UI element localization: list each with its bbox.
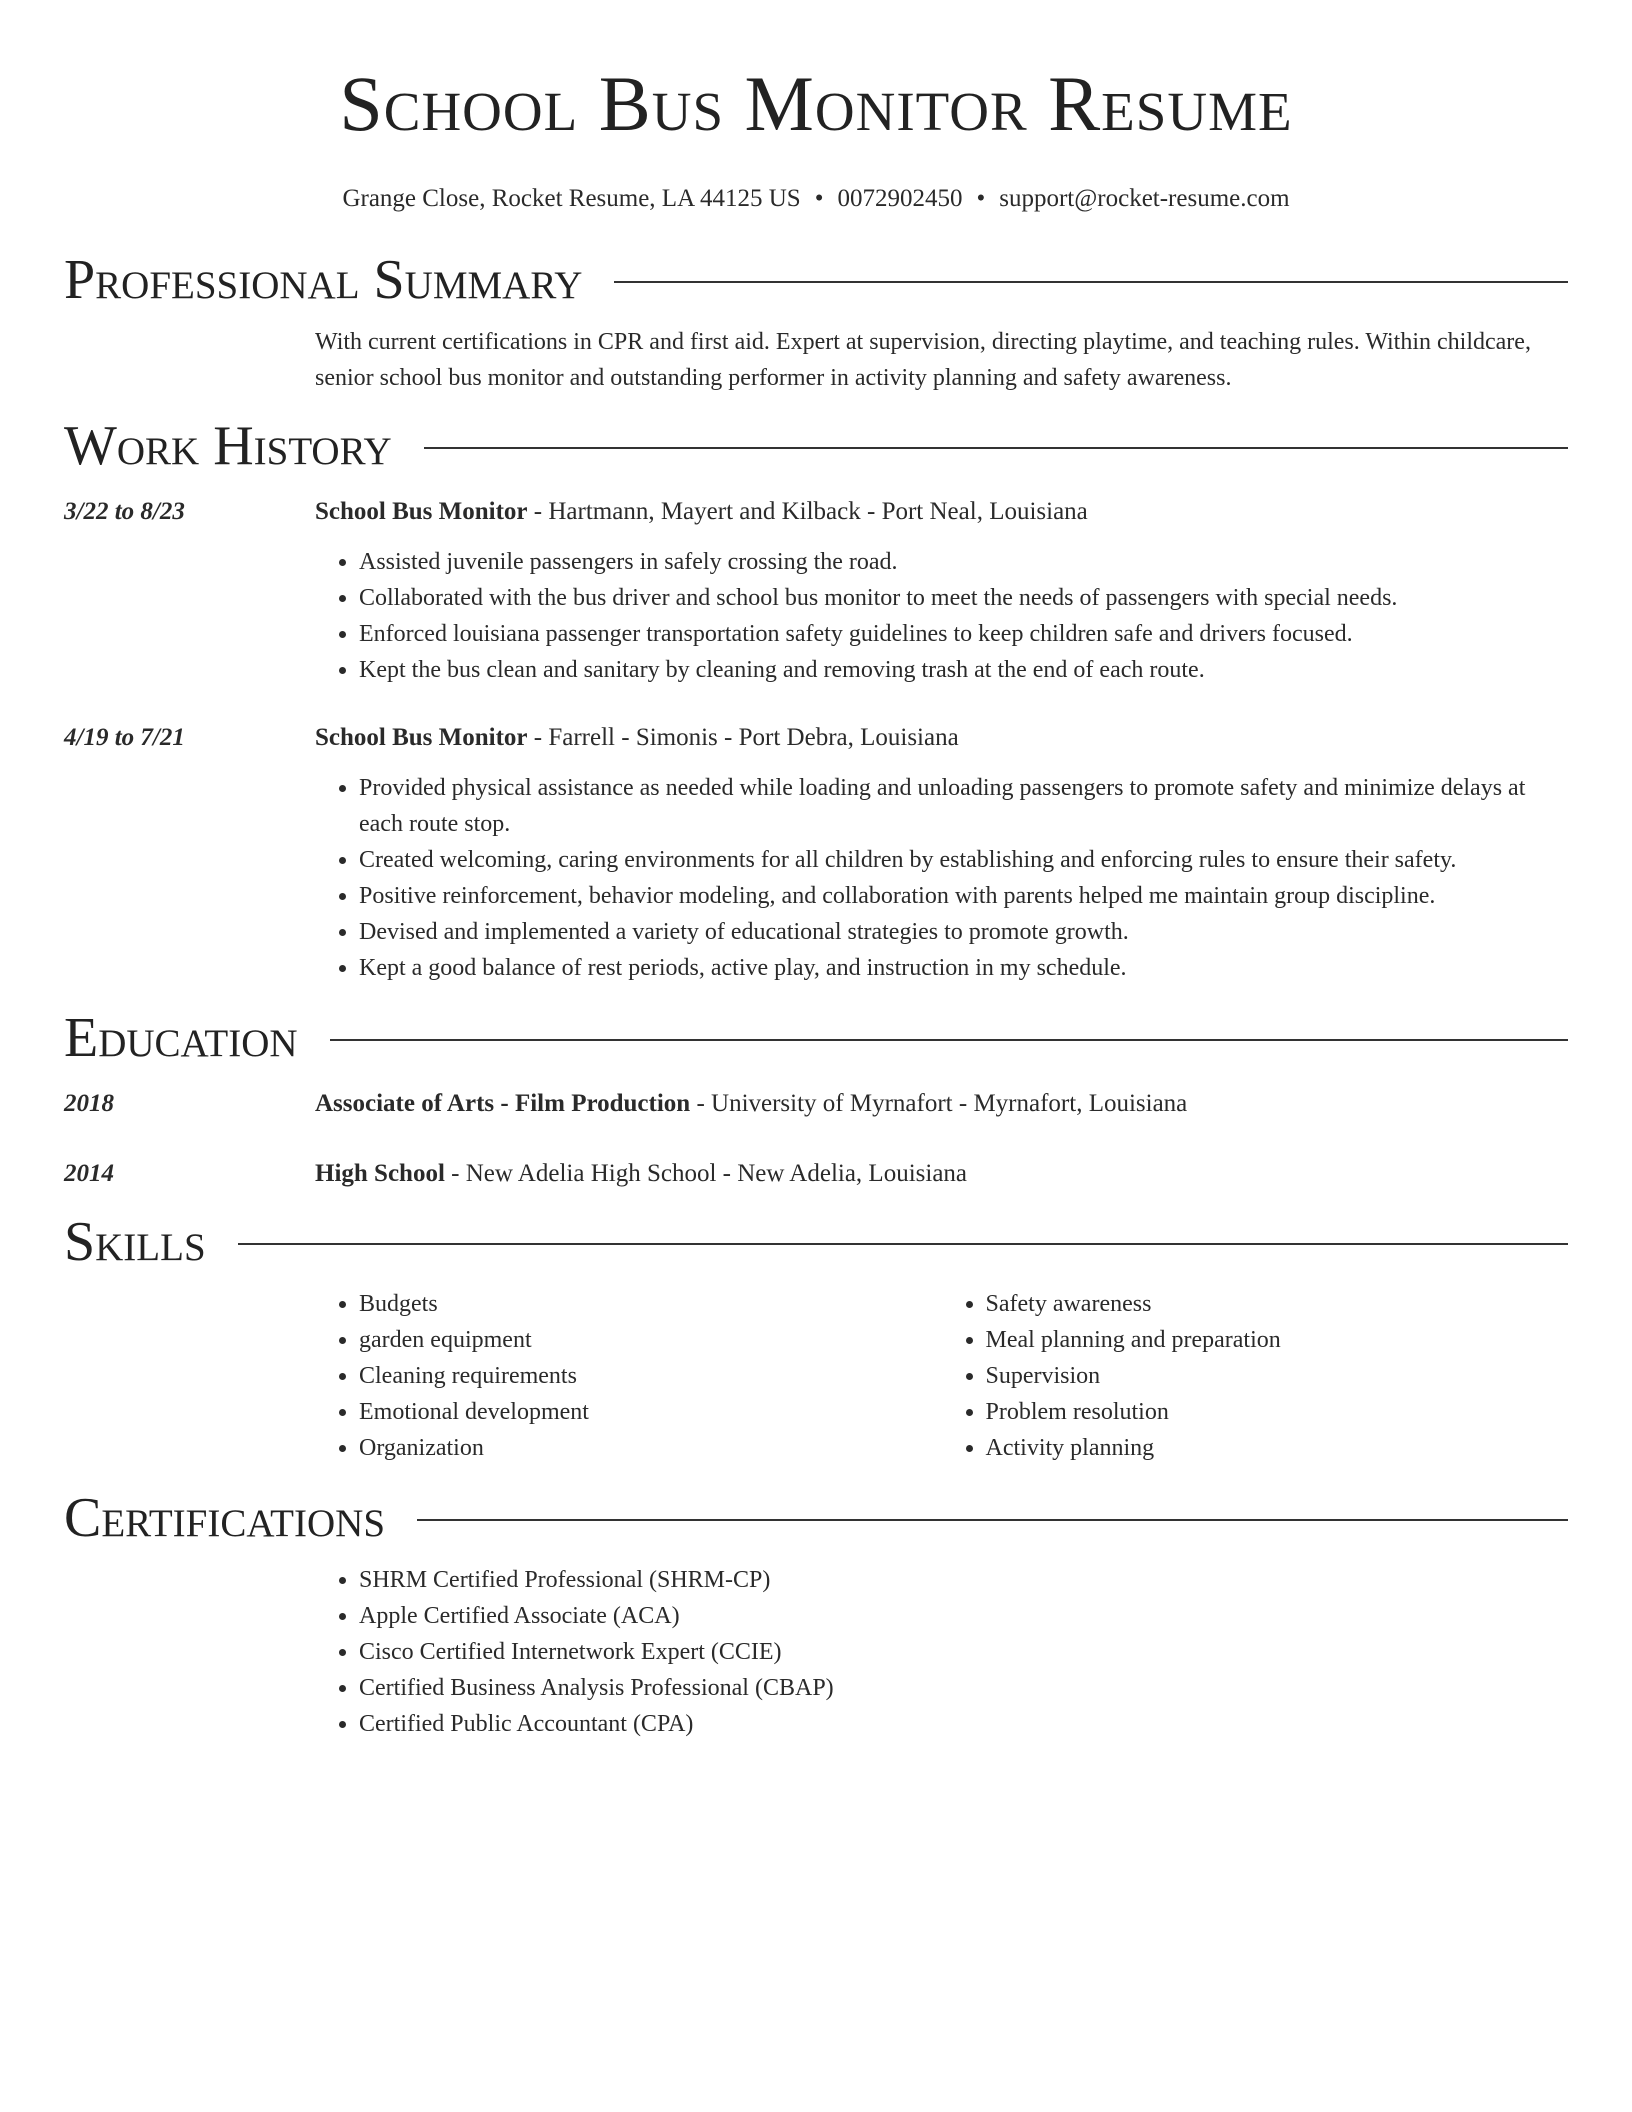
job-header [315,720,1568,756]
job-dates: 3/22 to 8/23 [64,498,185,525]
job-bullets [315,544,1568,688]
section-divider [424,447,1568,449]
job-bullets [315,770,1568,986]
job-header [315,494,1568,530]
job-dates: 4/19 to 7/21 [64,724,185,751]
contact-phone: 0072902450 [837,185,963,212]
skill-item: • Meal planning and preparation [986,1322,1569,1358]
skill-item: • Safety awareness [986,1286,1569,1322]
certification-item: • Cisco Certified Internetwork Expert (CCIE) [359,1634,1568,1670]
job-entry [64,494,1568,688]
skill-item: • Activity planning [986,1430,1569,1466]
skill-item: • Organization [359,1430,942,1466]
job-body [315,494,1568,688]
contact-email[interactable]: support@rocket-resume.com [999,185,1290,212]
skill-item: • Budgets [359,1286,942,1322]
section-divider [614,281,1568,283]
job-bullet: • Created welcoming, caring environments for all children by establishing and enforcing rules to ensure their safety. [359,842,1568,878]
job-bullet: • Kept the bus clean and sanitary by cleaning and removing trash at the end of each route. [359,652,1568,688]
certifications-row [64,1562,1568,1742]
skills-section-header [64,1212,1568,1272]
job-bullet: • Devised and implemented a variety of educational strategies to promote growth. [359,914,1568,950]
certifications-list [315,1562,1568,1742]
job-bullet: • Enforced louisiana passenger transportation safety guidelines to keep children safe and drivers focused. [359,616,1568,652]
contact-separator: • [814,185,824,212]
contact-address: Grange Close, Rocket Resume, LA 44125 US [342,185,801,212]
job-title: School Bus Monitor [315,724,528,751]
education-entry [64,1086,1568,1122]
section-divider [330,1039,1568,1041]
certifications-section-header [64,1488,1568,1548]
certifications-heading: Certifications [64,1487,386,1549]
education-degree: Associate of Arts - Film Production [315,1090,691,1117]
job-entry [64,720,1568,986]
summary-row [64,324,1568,396]
education-year: 2014 [64,1160,114,1187]
contact-separator: • [976,185,986,212]
contact-line [64,184,1568,214]
job-details: - Hartmann, Mayert and Kilback - Port Neal, Louisiana [527,498,1088,525]
skill-item: • Problem resolution [986,1394,1569,1430]
summary-heading: Professional Summary [64,249,583,311]
job-bullet: • Assisted juvenile passengers in safely crossing the road. [359,544,1568,580]
education-details: - New Adelia High School - New Adelia, Louisiana [444,1160,968,1187]
certification-item: • SHRM Certified Professional (SHRM-CP) [359,1562,1568,1598]
resume-title: School Bus Monitor Resume [339,60,1293,147]
certification-item: • Certified Public Accountant (CPA) [359,1706,1568,1742]
certification-item: • Certified Business Analysis Professional (CBAP) [359,1670,1568,1706]
job-body [315,720,1568,986]
job-bullet: • Positive reinforcement, behavior modeling, and collaboration with parents helped me maintain group discipline. [359,878,1568,914]
education-details: - University of Myrnafort - Myrnafort, Louisiana [690,1090,1188,1117]
skills-list-right [942,1286,1569,1466]
skill-item: • garden equipment [359,1322,942,1358]
work-section-header [64,416,1568,476]
skill-item: • Emotional development [359,1394,942,1430]
work-heading: Work History [64,415,392,477]
job-bullet: • Collaborated with the bus driver and school bus monitor to meet the needs of passengers with special needs. [359,580,1568,616]
education-heading: Education [64,1007,298,1069]
skill-item: • Supervision [986,1358,1569,1394]
job-details: - Farrell - Simonis - Port Debra, Louisiana [527,724,959,751]
section-divider [417,1519,1568,1521]
education-section-header [64,1008,1568,1068]
skill-item: • Cleaning requirements [359,1358,942,1394]
job-bullet: • Provided physical assistance as needed while loading and unloading passengers to promote safety and minimize delays at each route stop. [359,770,1568,842]
job-bullet: • Kept a good balance of rest periods, active play, and instruction in my schedule. [359,950,1568,986]
section-divider [238,1243,1568,1245]
summary-text: With current certifications in CPR and first aid. Expert at supervision, directing playtime, and teaching rules. Within childcare, senior school bus monitor and outstanding performer in activity planning and safety awareness. [315,329,1531,391]
education-degree: High School [315,1160,445,1187]
education-year: 2018 [64,1090,114,1117]
certification-item: • Apple Certified Associate (ACA) [359,1598,1568,1634]
skills-row [64,1286,1568,1466]
summary-section-header [64,250,1568,310]
skills-grid [315,1286,1568,1466]
job-title: School Bus Monitor [315,498,528,525]
skills-list-left [315,1286,942,1466]
skills-heading: Skills [64,1211,206,1273]
education-entry [64,1156,1568,1192]
